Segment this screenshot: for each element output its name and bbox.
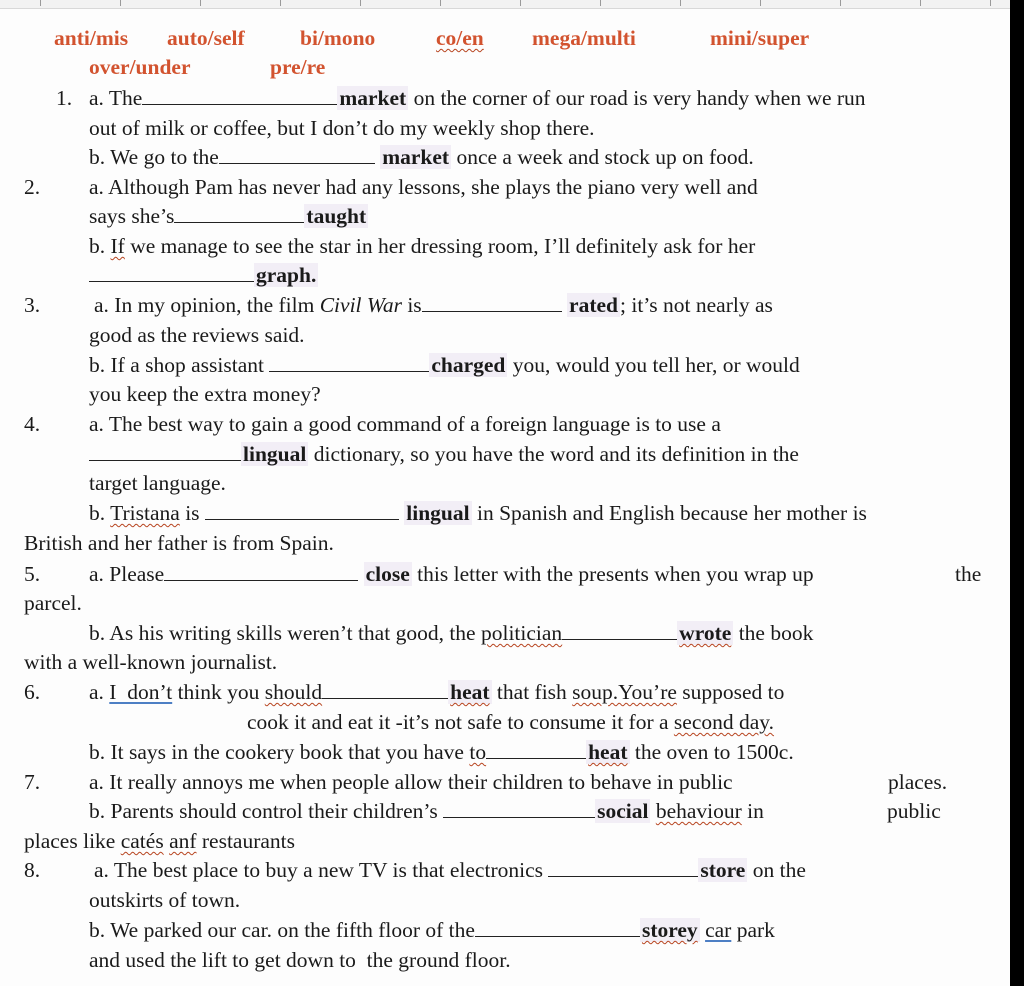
word-bank-item: bi/mono bbox=[300, 26, 376, 50]
answer-blank[interactable] bbox=[486, 740, 586, 759]
sentence-line: good as the reviews said. bbox=[89, 323, 305, 347]
sentence-line: outskirts of town. bbox=[89, 888, 241, 912]
answer-blank[interactable] bbox=[269, 353, 429, 372]
sentence-line: a. I don’t think you should heat that fish soup.You’re supposed to bbox=[89, 680, 785, 704]
sentence-word: places. bbox=[888, 770, 948, 794]
word-bank-item: over/under bbox=[89, 55, 191, 79]
answer-blank[interactable] bbox=[562, 621, 677, 640]
sentence-line: and used the lift to get down to the ground floor. bbox=[89, 948, 511, 972]
answer-blank[interactable] bbox=[219, 145, 375, 164]
sentence-line: lingual dictionary, so you have the word and its definition in the bbox=[89, 440, 799, 468]
sentence-line: with a well-known journalist. bbox=[24, 650, 278, 674]
question-number: 1. bbox=[56, 86, 73, 110]
keyword: wrote bbox=[679, 621, 732, 645]
answer-blank[interactable] bbox=[89, 263, 254, 282]
sentence-line: parcel. bbox=[24, 591, 82, 615]
sentence-line: a. Although Pam has never had any lessons, she plays the piano very well and bbox=[89, 175, 758, 199]
keyword: rated bbox=[569, 293, 618, 317]
answer-blank[interactable] bbox=[422, 293, 562, 312]
sentence-line bbox=[89, 261, 318, 289]
question-number: 2. bbox=[24, 175, 41, 199]
sentence-line: a. It really annoys me when people allow their children to behave in public bbox=[89, 770, 733, 794]
answer-blank[interactable] bbox=[443, 799, 595, 818]
sentence-line: out of milk or coffee, but I don’t do my weekly shop there. bbox=[89, 116, 595, 140]
keyword: heat bbox=[450, 680, 490, 704]
answer-blank[interactable] bbox=[322, 680, 448, 699]
word-bank-item: mini/super bbox=[710, 26, 810, 50]
answer-blank[interactable] bbox=[205, 501, 399, 520]
sentence-line: a. In my opinion, the film Civil War is rated; it’s not nearly as bbox=[94, 293, 773, 317]
sentence-line: says she’s taught bbox=[89, 204, 367, 228]
keyword: storey bbox=[641, 918, 698, 942]
sentence-line: a. The market on the corner of our road is very handy when we run bbox=[89, 86, 866, 110]
answer-blank[interactable] bbox=[475, 918, 640, 937]
keyword: market bbox=[339, 86, 407, 110]
sentence-line: a. Please close this letter with the presents when you wrap up bbox=[89, 562, 814, 586]
sentence-line: b. Tristana is lingual in Spanish and English because her mother is bbox=[89, 501, 867, 525]
sentence-line: you keep the extra money? bbox=[89, 382, 321, 406]
word-bank-item: co/en bbox=[436, 26, 484, 50]
word-bank-item: auto/self bbox=[167, 26, 245, 50]
sentence-word: the bbox=[955, 562, 982, 586]
answer-blank[interactable] bbox=[548, 858, 698, 877]
keyword: store bbox=[700, 858, 746, 882]
keyword: taught bbox=[306, 204, 367, 228]
sentence-line: British and her father is from Spain. bbox=[24, 531, 334, 555]
word-bank-item: anti/mis bbox=[54, 26, 129, 50]
sentence-line: b. Parents should control their children’s social behaviour in bbox=[89, 799, 764, 823]
sentence-line: places like catés anf restaurants bbox=[24, 829, 296, 853]
sentence-line: b. We parked our car. on the fifth floor of the storey car park bbox=[89, 918, 775, 942]
sentence-line: target language. bbox=[89, 471, 226, 495]
sentence-line: b. It says in the cookery book that you have to heat the oven to 1500c. bbox=[89, 740, 794, 764]
question-number: 3. bbox=[24, 293, 41, 317]
sentence-line: cook it and eat it -it’s not safe to consume it for a second day. bbox=[247, 710, 775, 734]
keyword: lingual bbox=[406, 501, 470, 525]
sentence-word: public bbox=[887, 799, 941, 823]
word-bank-item: mega/multi bbox=[532, 26, 636, 50]
keyword: close bbox=[365, 562, 410, 586]
sentence-line: b. If we manage to see the star in her dressing room, I’ll definitely ask for her bbox=[89, 234, 756, 258]
answer-blank[interactable] bbox=[174, 204, 304, 223]
window-edge bbox=[1010, 0, 1024, 986]
answer-blank[interactable] bbox=[89, 442, 241, 461]
sentence-line: a. The best way to gain a good command of a foreign language is to use a bbox=[89, 412, 721, 436]
keyword: market bbox=[382, 145, 450, 169]
answer-blank[interactable] bbox=[142, 86, 337, 105]
keyword: heat bbox=[588, 740, 628, 764]
keyword: lingual bbox=[243, 442, 307, 466]
sentence-line: b. As his writing skills weren’t that good, the politician wrote the book bbox=[89, 621, 814, 645]
keyword: charged bbox=[431, 353, 506, 377]
sentence-line: b. We go to the market once a week and stock up on food. bbox=[89, 145, 754, 169]
question-number: 8. bbox=[24, 858, 41, 882]
sentence-line: a. The best place to buy a new TV is that electronics store on the bbox=[94, 858, 806, 882]
word-bank-item: pre/re bbox=[270, 55, 326, 79]
answer-blank[interactable] bbox=[164, 562, 358, 581]
question-number: 4. bbox=[24, 412, 41, 436]
question-number: 6. bbox=[24, 680, 41, 704]
question-number: 5. bbox=[24, 562, 41, 586]
keyword: graph. bbox=[256, 263, 317, 287]
sentence-line: b. If a shop assistant charged you, would you tell her, or would bbox=[89, 353, 800, 377]
keyword: social bbox=[597, 799, 649, 823]
question-number: 7. bbox=[24, 770, 41, 794]
